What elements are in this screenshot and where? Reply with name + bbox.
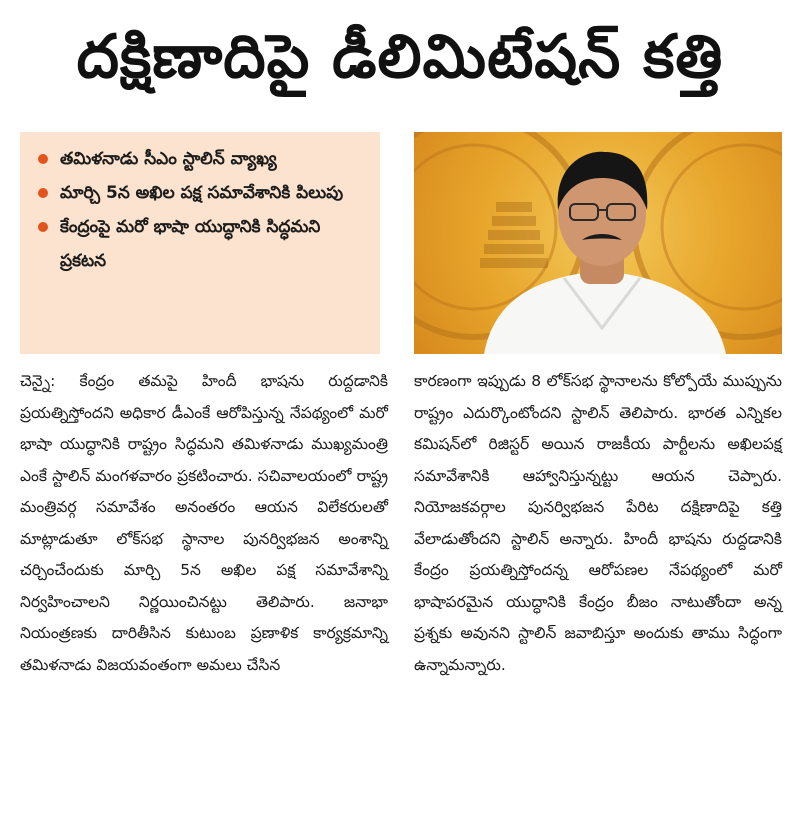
photo-illustration [414, 132, 782, 354]
bullet-icon [38, 188, 48, 198]
bullet-icon [38, 222, 48, 232]
highlight-text: మార్చి 5న అఖిల పక్ష సమావేశానికి పిలుపు [60, 183, 344, 203]
highlights-box [20, 132, 380, 354]
highlight-item [34, 176, 372, 210]
bullet-icon [38, 154, 48, 164]
shirt-shape [484, 272, 726, 354]
temple-tower-icon [480, 202, 548, 268]
highlight-item [34, 210, 372, 278]
highlight-item [34, 142, 372, 176]
article-column-left: చెన్నై: కేంద్రం తమపై హిందీ భాషను రుద్దడానికి ప్రయత్నిస్తోందని అధికార డీఎంకే ఆరోపిస్తున్న నేపథ్యంలో మరో భాషా యుద్ధానికి రాష్ట్రం సిద్ధమని తమిళనాడు ముఖ్యమంత్రి ఎంకే స్టాలిన్ మంగళవారం ప్రకటించారు. సచివాలయంలో రాష్ట్ర మంత్రివర్గ సమావేశం అనంతరం ఆయన విలేకరులతో మాట్లాడుతూ లోక్‌సభ స్థానాల పునర్విభజన అంశాన్ని చర్చించేందుకు మార్చి 5న అఖిల పక్ష సమావేశాన్ని నిర్వహించాలని నిర్ణయించినట్టు తెలిపారు. జనాభా నియంత్రణకు దారితీసిన కుటుంబ ప్రణాళిక కార్యక్రమాన్ని తమిళనాడు విజయవంతంగా అమలు చేసిన [20, 372, 388, 674]
article-column-right: కారణంగా ఇప్పుడు 8 లోక్‌సభ స్థానాలను కోల్పోయే ముప్పును రాష్ట్రం ఎదుర్కొంటోందని స్టాలిన్ తెలిపారు. భారత ఎన్నికల కమిషన్‌లో రిజిస్టర్ అయిన రాజకీయ పార్టీలను అఖిలపక్ష సమావేశానికి ఆహ్వానిస్తున్నట్టు ఆయన చెప్పారు. నియోజకవర్గాల పునర్విభజన పేరిట దక్షిణాదిపై కత్తి వేలాడుతోందని స్టాలిన్ అన్నారు. హిందీ భాషను రుద్దడానికి కేంద్రం ప్రయత్నిస్తోందన్న ఆరోపణల నేపథ్యంలో మరో భాషాపరమైన యుద్ధానికి కేంద్రం బీజం నాటుతోందా అన్న ప్రశ్నకు అవునని స్టాలిన్ జవాబిస్తూ అందుకు తాము సిద్ధంగా ఉన్నామన్నారు. [414, 372, 782, 674]
highlight-text: కేంద్రంపై మరో భాషా యుద్ధానికి సిద్ధమని ప్రకటన [60, 217, 321, 271]
headline: దక్షిణాదిపై డీలిమిటేషన్ కత్తి [76, 22, 724, 92]
emblem-ring-inner-right [662, 145, 782, 309]
emblem-ring-inner-left [414, 145, 556, 309]
highlight-text: తమిళనాడు సీఎం స్టాలిన్ వ్యాఖ్య [60, 149, 277, 169]
news-photo [414, 132, 782, 354]
